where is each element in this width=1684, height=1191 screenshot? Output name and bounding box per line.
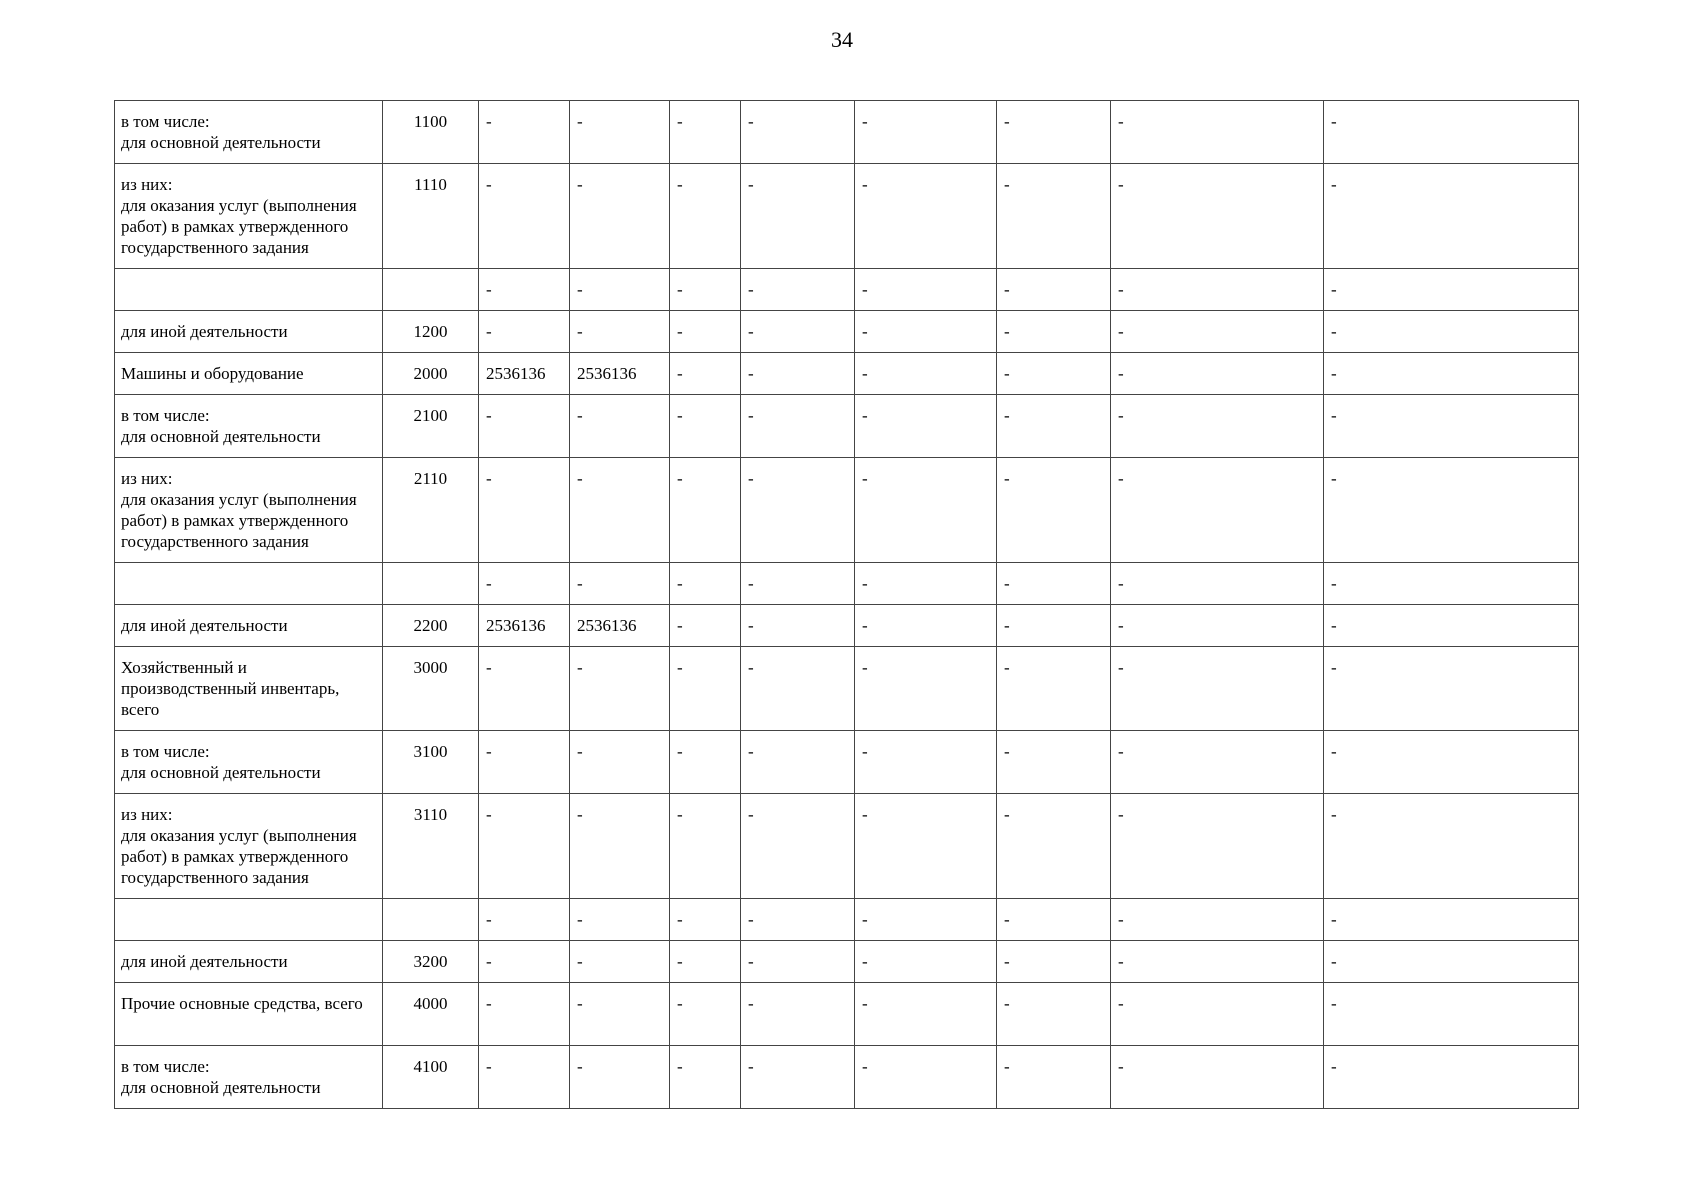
value-cell: - (741, 311, 855, 353)
table-row (115, 1046, 1579, 1109)
value-cell: - (670, 311, 741, 353)
value-cell: - (855, 941, 997, 983)
value-cell: - (1324, 101, 1579, 164)
value-cell: - (570, 794, 670, 899)
value-cell: - (855, 605, 997, 647)
value-cell: - (997, 1046, 1111, 1109)
value-cell: - (670, 731, 741, 794)
value-cell: - (570, 731, 670, 794)
value-cell: 2536136 (479, 605, 570, 647)
value-cell: - (997, 983, 1111, 1046)
value-cell: - (479, 731, 570, 794)
value-cell: - (855, 458, 997, 563)
value-cell: - (479, 983, 570, 1046)
table-row (115, 353, 1579, 395)
row-label: для иной деятельности (115, 311, 383, 353)
row-code: 3000 (383, 647, 479, 731)
row-code: 1100 (383, 101, 479, 164)
value-cell: - (670, 269, 741, 311)
value-cell: - (997, 458, 1111, 563)
value-cell: - (1111, 458, 1324, 563)
value-cell: - (1111, 269, 1324, 311)
row-code: 3200 (383, 941, 479, 983)
value-cell: - (479, 164, 570, 269)
value-cell: - (670, 1046, 741, 1109)
row-label: в том числе: для основной деятельности (115, 395, 383, 458)
page-number: 34 (831, 27, 853, 52)
table-row (115, 899, 1579, 941)
value-cell: - (1324, 1046, 1579, 1109)
row-label: из них: для оказания услуг (выполнения работ) в рамках утвержденного государственного задания (115, 794, 383, 899)
value-cell: - (1111, 647, 1324, 731)
row-code (383, 563, 479, 605)
value-cell: - (570, 311, 670, 353)
row-code: 3110 (383, 794, 479, 899)
table-row (115, 605, 1579, 647)
value-cell: 2536136 (479, 353, 570, 395)
value-cell: - (1111, 563, 1324, 605)
row-label: в том числе: для основной деятельности (115, 1046, 383, 1109)
value-cell: - (855, 1046, 997, 1109)
table-row (115, 731, 1579, 794)
table-row (115, 164, 1579, 269)
table-row (115, 983, 1579, 1046)
value-cell: - (1111, 731, 1324, 794)
value-cell: - (855, 983, 997, 1046)
value-cell: - (1324, 605, 1579, 647)
row-label: для иной деятельности (115, 605, 383, 647)
table-row (115, 311, 1579, 353)
row-code: 3100 (383, 731, 479, 794)
row-label: из них: для оказания услуг (выполнения работ) в рамках утвержденного государственного задания (115, 458, 383, 563)
row-code: 4100 (383, 1046, 479, 1109)
value-cell: - (1111, 794, 1324, 899)
value-cell: - (479, 395, 570, 458)
value-cell: - (570, 101, 670, 164)
value-cell: - (741, 647, 855, 731)
row-code: 4000 (383, 983, 479, 1046)
value-cell: - (670, 164, 741, 269)
value-cell: - (997, 101, 1111, 164)
value-cell: - (670, 605, 741, 647)
value-cell: - (741, 605, 855, 647)
fixed-assets-table (114, 100, 1579, 1109)
row-code (383, 269, 479, 311)
value-cell: - (997, 563, 1111, 605)
value-cell: 2536136 (570, 353, 670, 395)
value-cell: - (670, 794, 741, 899)
value-cell: - (1324, 458, 1579, 563)
value-cell: - (855, 647, 997, 731)
value-cell: - (479, 311, 570, 353)
value-cell: - (741, 269, 855, 311)
value-cell: - (1324, 731, 1579, 794)
value-cell: - (855, 563, 997, 605)
row-code: 1200 (383, 311, 479, 353)
value-cell: - (1324, 941, 1579, 983)
value-cell: - (741, 1046, 855, 1109)
value-cell: - (997, 794, 1111, 899)
value-cell: - (741, 458, 855, 563)
value-cell: - (855, 269, 997, 311)
value-cell: - (1111, 101, 1324, 164)
value-cell: - (479, 647, 570, 731)
value-cell: - (670, 563, 741, 605)
value-cell: - (855, 353, 997, 395)
value-cell: - (741, 353, 855, 395)
value-cell: - (570, 983, 670, 1046)
value-cell: - (570, 395, 670, 458)
value-cell: - (997, 311, 1111, 353)
value-cell: - (1324, 395, 1579, 458)
value-cell: - (741, 731, 855, 794)
row-label: в том числе: для основной деятельности (115, 731, 383, 794)
value-cell: - (855, 395, 997, 458)
value-cell: - (570, 647, 670, 731)
table-row (115, 269, 1579, 311)
value-cell: - (997, 269, 1111, 311)
row-code: 2200 (383, 605, 479, 647)
table-row (115, 458, 1579, 563)
table-row (115, 941, 1579, 983)
value-cell: - (1324, 311, 1579, 353)
value-cell: - (670, 101, 741, 164)
value-cell: - (997, 395, 1111, 458)
value-cell: - (570, 164, 670, 269)
table-row (115, 101, 1579, 164)
value-cell: - (1111, 941, 1324, 983)
row-label (115, 899, 383, 941)
value-cell: - (670, 647, 741, 731)
table-row (115, 794, 1579, 899)
value-cell: - (670, 458, 741, 563)
value-cell: - (1111, 395, 1324, 458)
value-cell: - (670, 353, 741, 395)
row-code (383, 899, 479, 941)
value-cell: - (1111, 1046, 1324, 1109)
value-cell: - (855, 899, 997, 941)
row-label: для иной деятельности (115, 941, 383, 983)
table-row (115, 647, 1579, 731)
value-cell: - (479, 794, 570, 899)
row-code: 2000 (383, 353, 479, 395)
value-cell: - (1324, 164, 1579, 269)
value-cell: - (741, 395, 855, 458)
value-cell: - (741, 899, 855, 941)
value-cell: - (1324, 269, 1579, 311)
value-cell: - (741, 164, 855, 269)
value-cell: - (997, 731, 1111, 794)
table-row (115, 395, 1579, 458)
value-cell: - (855, 164, 997, 269)
value-cell: - (570, 899, 670, 941)
value-cell: - (741, 983, 855, 1046)
value-cell: - (570, 563, 670, 605)
value-cell: - (741, 563, 855, 605)
value-cell: - (570, 1046, 670, 1109)
value-cell: - (1111, 899, 1324, 941)
value-cell: - (997, 164, 1111, 269)
value-cell: - (997, 941, 1111, 983)
value-cell: - (479, 458, 570, 563)
value-cell: - (1324, 647, 1579, 731)
value-cell: - (997, 353, 1111, 395)
value-cell: - (1324, 353, 1579, 395)
value-cell: - (1324, 794, 1579, 899)
value-cell: - (670, 941, 741, 983)
value-cell: - (997, 647, 1111, 731)
value-cell: - (741, 101, 855, 164)
value-cell: - (479, 269, 570, 311)
row-label: Прочие основные средства, всего (115, 983, 383, 1046)
value-cell: - (1111, 983, 1324, 1046)
value-cell: - (479, 101, 570, 164)
value-cell: - (570, 941, 670, 983)
value-cell: - (1111, 353, 1324, 395)
value-cell: - (670, 899, 741, 941)
row-code: 2100 (383, 395, 479, 458)
value-cell: - (479, 563, 570, 605)
value-cell: - (741, 941, 855, 983)
value-cell: - (741, 794, 855, 899)
row-code: 2110 (383, 458, 479, 563)
value-cell: - (479, 1046, 570, 1109)
row-label: из них: для оказания услуг (выполнения работ) в рамках утвержденного государственного задания (115, 164, 383, 269)
value-cell: - (670, 983, 741, 1046)
value-cell: - (1324, 899, 1579, 941)
row-label: Хозяйственный и производственный инвентарь, всего (115, 647, 383, 731)
value-cell: - (1111, 311, 1324, 353)
value-cell: - (855, 101, 997, 164)
value-cell: - (855, 794, 997, 899)
table-body (115, 101, 1579, 1109)
table-row (115, 563, 1579, 605)
value-cell: - (570, 458, 670, 563)
value-cell: - (670, 395, 741, 458)
value-cell: - (1324, 563, 1579, 605)
row-label: в том числе: для основной деятельности (115, 101, 383, 164)
row-label (115, 563, 383, 605)
value-cell: - (997, 899, 1111, 941)
value-cell: - (479, 899, 570, 941)
row-code: 1110 (383, 164, 479, 269)
value-cell: 2536136 (570, 605, 670, 647)
value-cell: - (1324, 983, 1579, 1046)
value-cell: - (997, 605, 1111, 647)
value-cell: - (479, 941, 570, 983)
row-label: Машины и оборудование (115, 353, 383, 395)
row-label (115, 269, 383, 311)
value-cell: - (1111, 164, 1324, 269)
value-cell: - (1111, 605, 1324, 647)
value-cell: - (570, 269, 670, 311)
value-cell: - (855, 311, 997, 353)
value-cell: - (855, 731, 997, 794)
